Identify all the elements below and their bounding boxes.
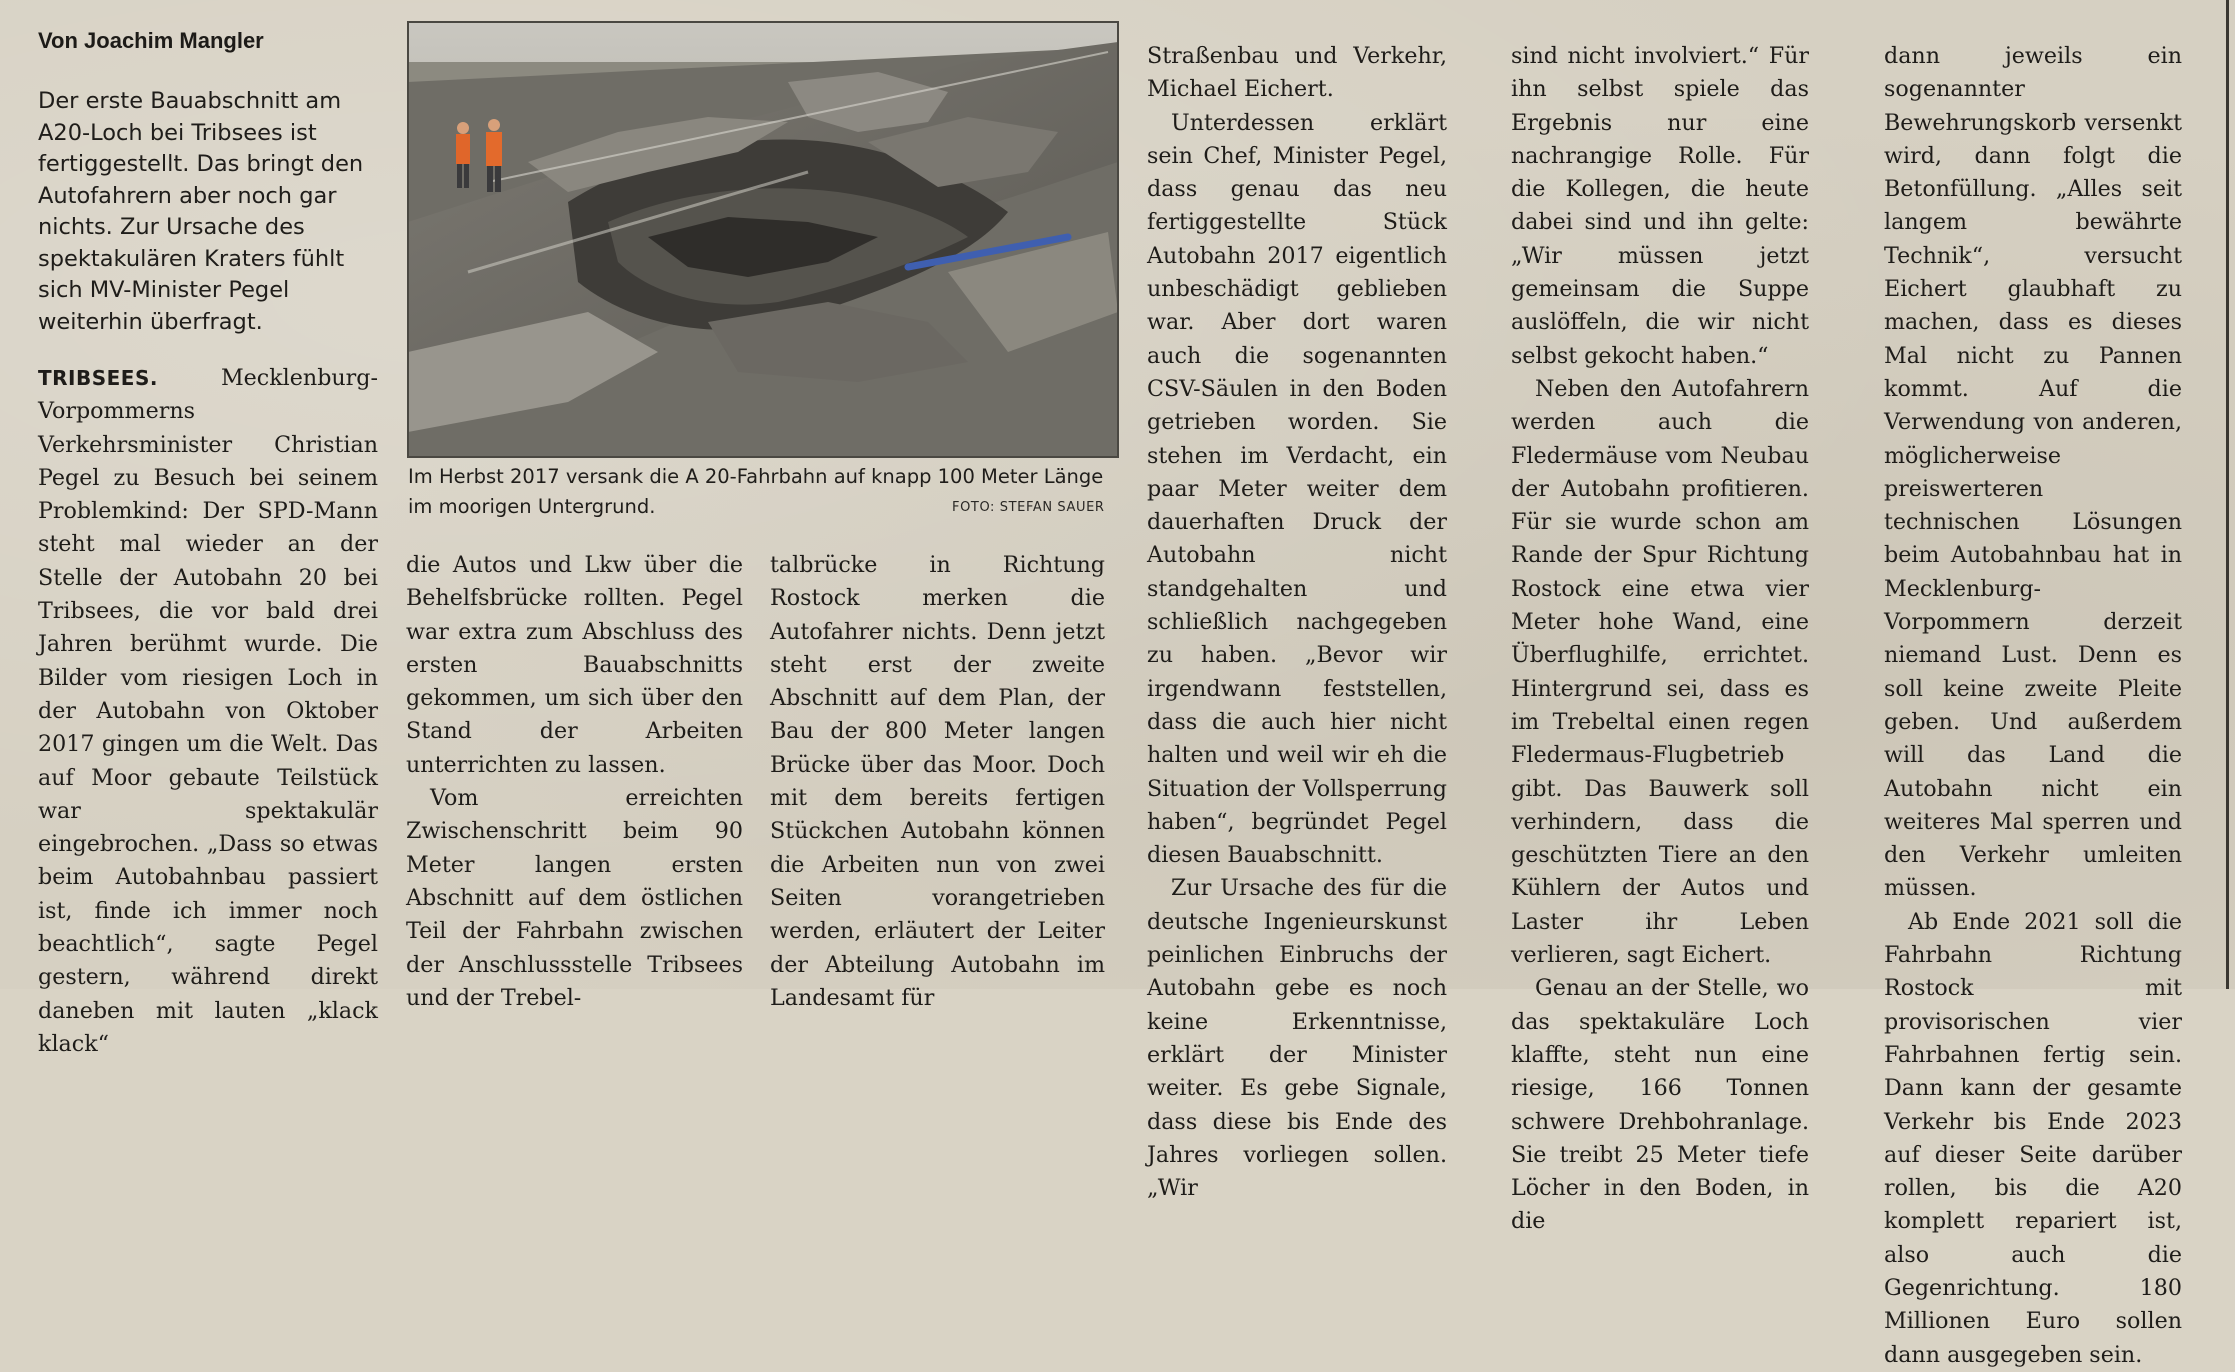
article-photo [408, 22, 1118, 457]
column-4-paragraph-2: Unterdessen erklärt sein Chef, Minister Pegel, dass genau das neu fertiggestellte Stück Autobahn 2017 eigentlich unbeschädigt geblieben war. Aber dort waren auch die sogenannten CSV-Säulen in den Boden getrieben worden. Sie stehen im Verdacht, ein paar Meter weiter dem dauerhaften Druck der Autobahn nicht standgehalten und schließlich nachgegeben zu haben. „Bevor wir irgendwann feststellen, dass die auch hier nicht halten und weil wir eh die Situation der Vollsperrung haben“, begründet Pegel diesen Bauabschnitt. [1147, 109, 1447, 869]
article-column-6 [1884, 40, 2182, 1368]
column-2-paragraph-2: Vom erreichten Zwischenschritt beim 90 Meter langen ersten Abschnitt auf dem östlichen Teil der Fahrbahn zwischen der Anschlussstelle Tribsees und der Trebel- [406, 785, 743, 1011]
column-5-paragraph-3: Genau an der Stelle, wo das spektakuläre Loch klaffte, steht nun eine riesige, 166 Tonnen schwere Drehbohranlage. Sie treibt 25 Meter tiefe Löcher in den Boden, in die [1511, 975, 1809, 1235]
column-5-paragraph-2: Neben den Autofahrern werden auch die Fledermäuse vom Neubau der Autobahn profitieren. Für sie wurde schon am Rande der Spur Richtung Rostock eine etwa vier Meter hohe Wand, eine Überflughilfe, errichtet. Hintergrund sei, dass es im Trebeltal einen regen Fledermaus-Flugbetrieb gibt. Das Bauwerk soll verhindern, dass die geschützten Tiere an den Kühlern der Autos und Laster ihr Leben verlieren, sagt Eichert. [1511, 375, 1809, 969]
article-column-5 [1511, 40, 1809, 1235]
article-column-4 [1147, 40, 1447, 1202]
collapsed-highway-illustration [408, 22, 1118, 457]
photo-caption: Im Herbst 2017 versank die A 20-Fahrbahn auf knapp 100 Meter Länge im moorigen Untergrund. [408, 465, 1104, 518]
byline: Von Joachim Mangler [38, 28, 264, 53]
article-column-2 [406, 549, 743, 1011]
article-column-3 [770, 549, 1105, 1011]
article-teaser: Der erste Bauabschnitt am A20-Loch bei Tribsees ist fertiggestellt. Das bringt den Autofahrern aber noch gar nichts. Zur Ursache des spektakulären Kraters fühlt sich MV-Minister Pegel weiterhin überfragt. [38, 88, 364, 335]
photo-credit: FOTO: STEFAN SAUER [952, 500, 1105, 515]
dateline: TRIBSEES. [38, 366, 158, 390]
clipping-edge [2226, 0, 2229, 989]
column-3-paragraph-1: talbrücke in Richtung Rostock merken die Autofahrer nichts. Denn jetzt steht erst der zweite Abschnitt auf dem Plan, der Bau der 800 Meter langen Brücke über das Moor. Doch mit dem bereits fertigen Stückchen Autobahn können die Arbeiten nun von zwei Seiten vorangetrieben werden, erläutert der Leiter der Abteilung Autobahn im Landesamt für [770, 552, 1105, 1011]
article-column-1 [38, 362, 378, 1057]
column-1-text: Mecklenburg-Vorpommerns Verkehrsminister Christian Pegel zu Besuch bei seinem Problemkind: Der SPD-Mann steht mal wieder an der Stelle der Autobahn 20 bei Tribsees, die vor bald drei Jahren berühmt wurde. Die Bilder vom riesigen Loch in der Autobahn von Oktober 2017 gingen um die Welt. Das auf Moor gebaute Teilstück war spektakulär eingebrochen. „Dass so etwas beim Autobahnbau passiert ist, finde ich immer noch beachtlich“, sagte Pegel gestern, während direkt daneben mit lauten „klack klack“ [38, 365, 378, 1057]
column-5-paragraph-1: sind nicht involviert.“ Für ihn selbst spiele das Ergebnis nur eine nachrangige Rolle. Für die Kollegen, die heute dabei sind und ihn gelte: „Wir müssen jetzt gemeinsam die Suppe auslöffeln, die wir nicht selbst gekocht haben.“ [1511, 43, 1809, 369]
column-6-paragraph-1: dann jeweils ein sogenannter Bewehrungskorb versenkt wird, dann folgt die Betonfüllung. „Alles seit langem bewährte Technik“, versucht Eichert glaubhaft zu machen, dass es dieses Mal nicht zu Pannen kommt. Auf die Verwendung von anderen, möglicherweise preiswerteren technischen Lösungen beim Autobahnbau hat in Mecklenburg-Vorpommern derzeit niemand Lust. Denn es soll keine zweite Pleite geben. Und außerdem will das Land die Autobahn nicht ein weiteres Mal sperren und den Verkehr umleiten müssen. [1884, 43, 2182, 902]
column-4-paragraph-1: Straßenbau und Verkehr, Michael Eichert. [1147, 43, 1447, 103]
column-4-paragraph-3: Zur Ursache des für die deutsche Ingenieurskunst peinlichen Einbruchs der Autobahn gebe es noch keine Erkenntnisse, erklärt der Minister weiter. Es gebe Signale, dass diese bis Ende des Jahres vorliegen sollen. „Wir [1147, 875, 1447, 1202]
column-6-paragraph-2: Ab Ende 2021 soll die Fahrbahn Richtung Rostock mit provisorischen vier Fahrbahnen fertig sein. Dann kann der gesamte Verkehr bis Ende 2023 auf dieser Seite darüber rollen, bis die A20 komplett repariert ist, also auch die Gegenrichtung. 180 Millionen Euro sollen dann ausgegeben sein. [1884, 908, 2182, 1368]
column-2-paragraph-1: die Autos und Lkw über die Behelfsbrücke rollten. Pegel war extra zum Abschluss des ersten Bauabschnitts gekommen, um sich über den Stand der Arbeiten unterrichten zu lassen. [406, 552, 743, 778]
